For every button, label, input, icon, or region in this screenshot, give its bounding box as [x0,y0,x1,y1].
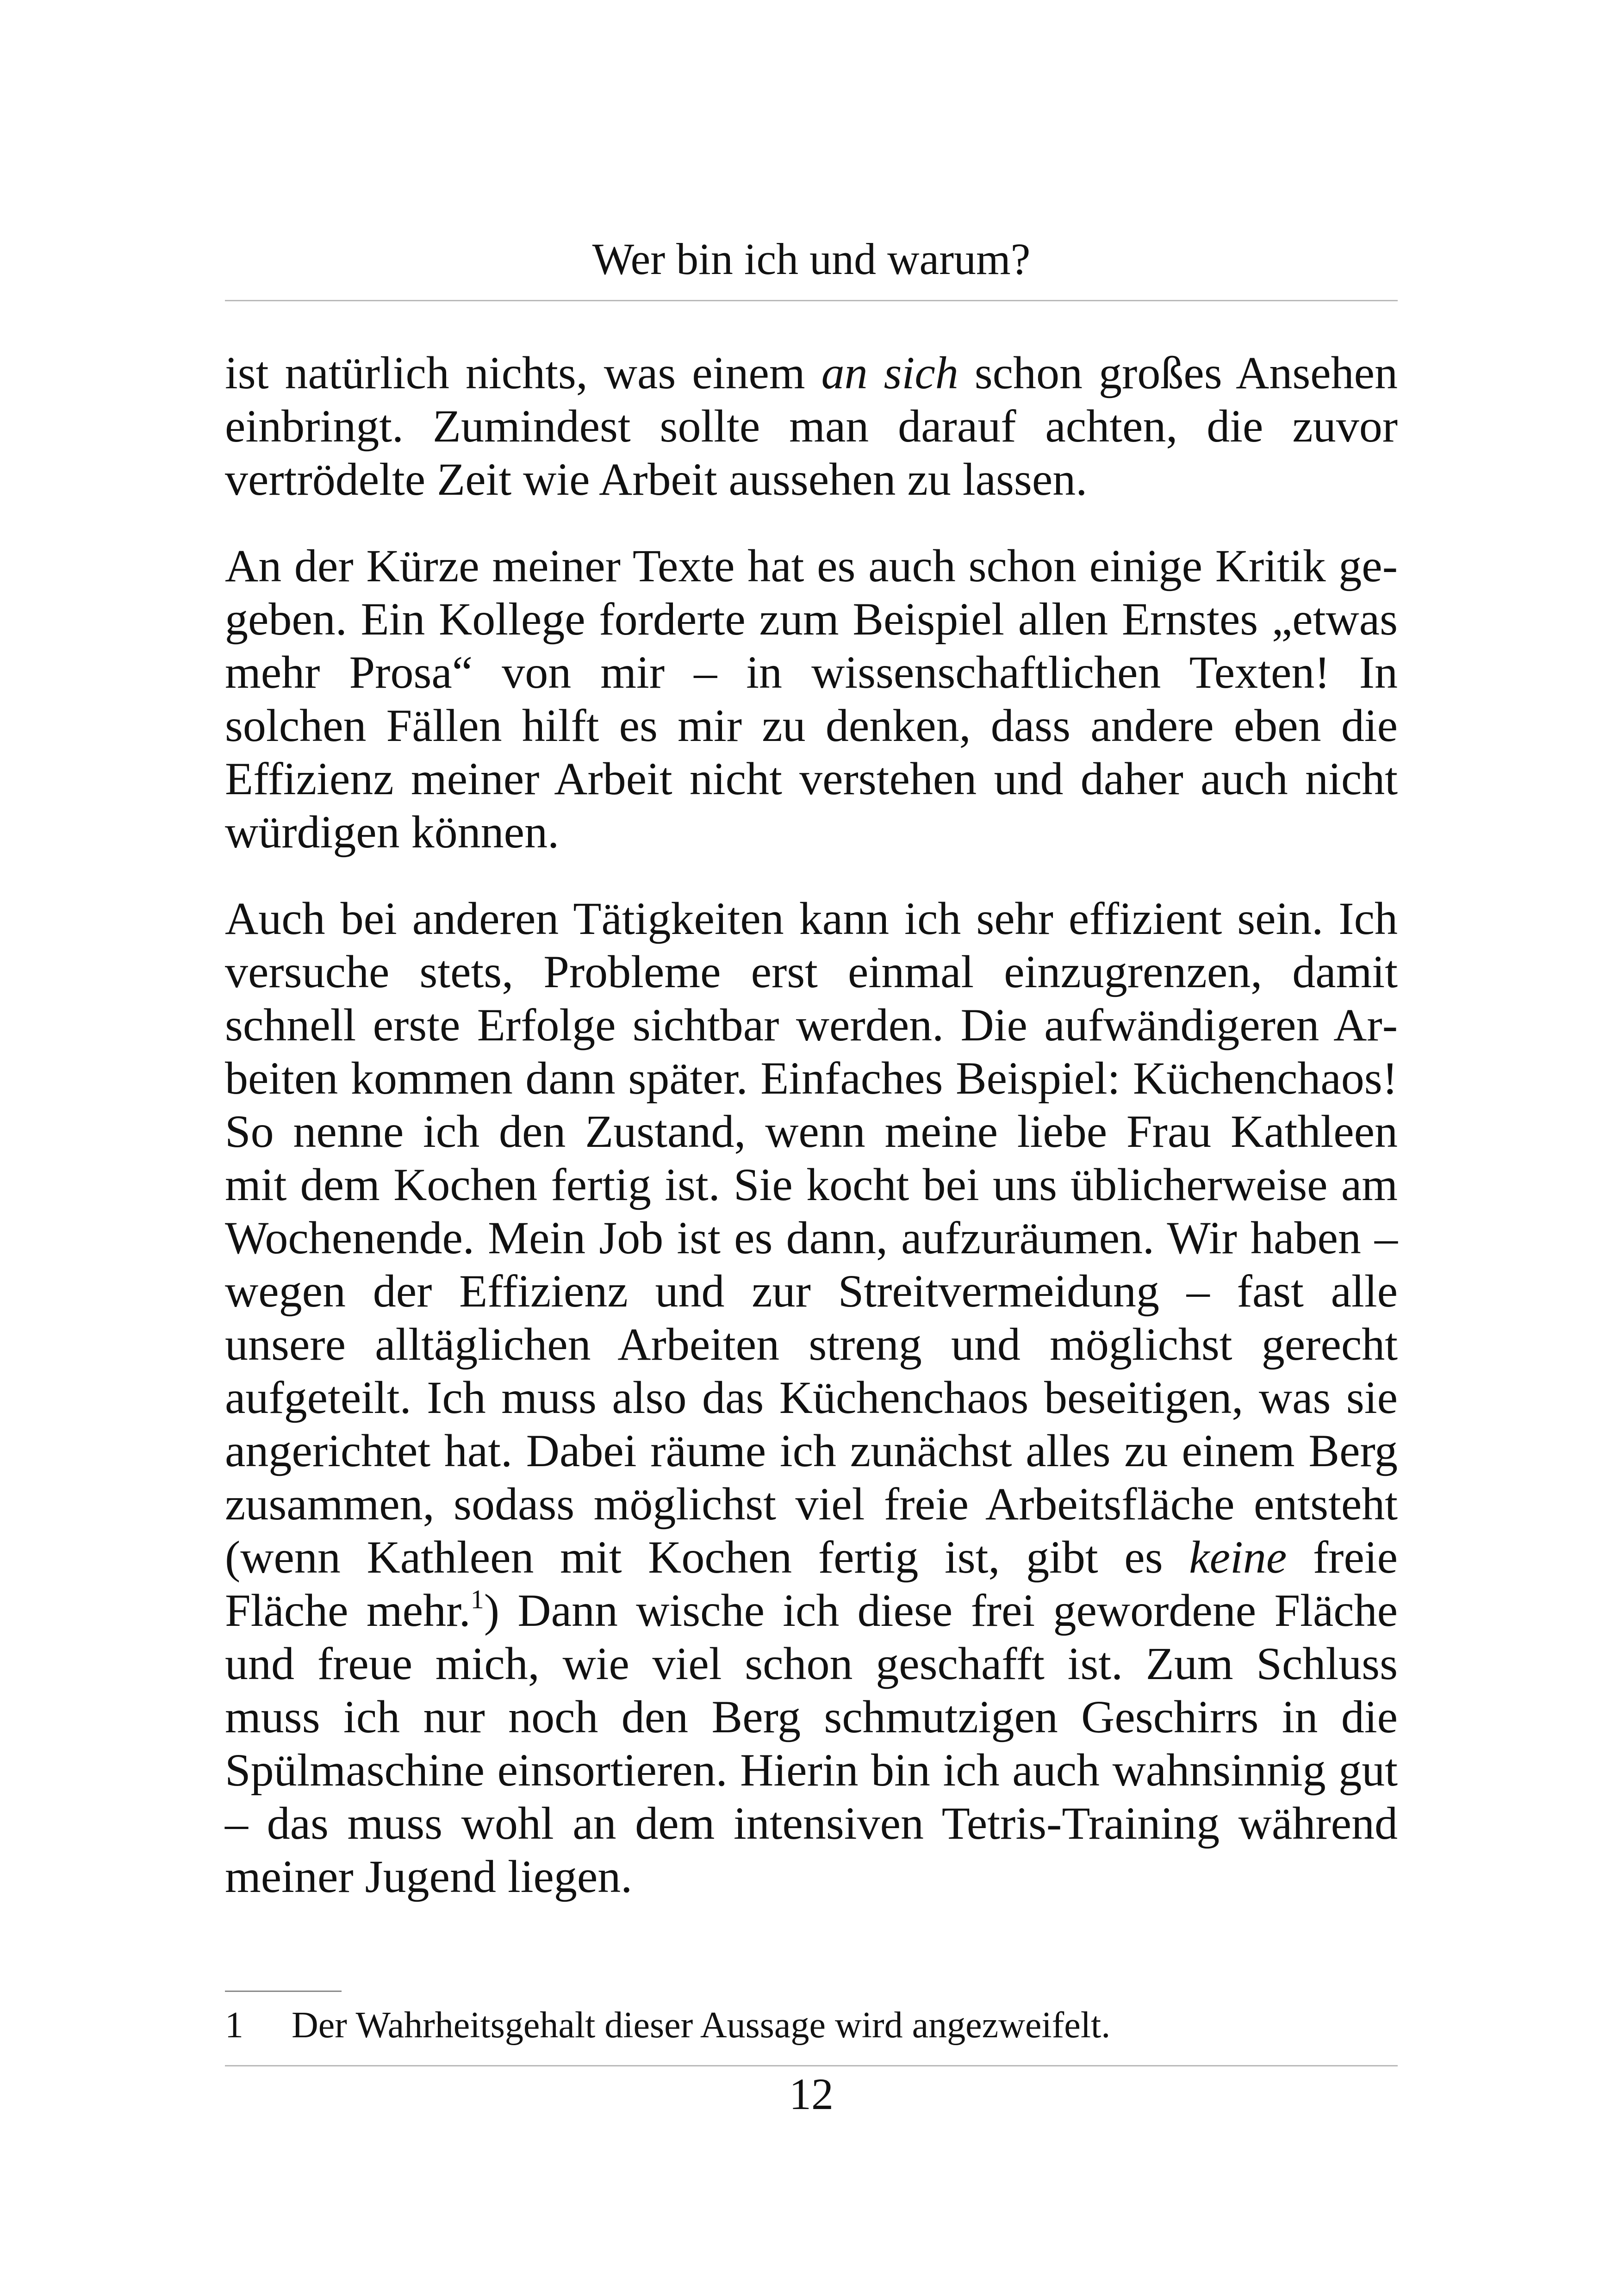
paragraph-3-text-c: ) Dann wische ich diese frei gewordene Fläche und freue mich, wie viel schon geschafft ist. Zum Schluss muss ich nur noch den Berg schmutzigen Geschirrs in die Spülmaschine einsortieren. Hierin bin ich auch wahnsinnig gut – das muss wohl an dem intensiven Tetris-Training während meiner Jugend liegen. [225,1585,1398,1902]
paragraph-1 [225,346,1398,506]
paragraph-2-text: An der Kürze meiner Texte hat es auch schon einige Kritik gegeben. Ein Kollege forderte zum Beispiel allen Ernstes „etwas mehr Prosa“ von mir – in wissenschaftlichen Texten! In solchen Fällen hilft es mir zu denken, dass andere eben die Effizienz meiner Arbeit nicht verstehen und daher auch nicht würdigen können. [225,540,1398,858]
emphasis-keine: keine [1189,1531,1287,1583]
page-number: 12 [789,2069,834,2119]
footnote-number: 1 [225,2005,243,2046]
footnote-item [225,2002,1398,2048]
footnote-reference[interactable]: 1 [470,1584,484,1614]
footer-rule [225,2065,1398,2066]
paragraph-3-text-a: Auch bei anderen Tätigkeiten kann ich sehr effizient sein. Ich versuche stets, Probleme erst einmal einzugrenzen, damit schnell erste Erfolge sichtbar werden. Die aufwändigeren Arbeiten kommen dann später. Einfaches Beispiel: Küchenchaos! So nenne ich den Zustand, wenn meine liebe Frau Kathleen mit dem Kochen fertig ist. Sie kocht bei uns üblicherweise am Wochenende. Mein Job ist es dann, aufzuräumen. Wir haben – wegen der Effizienz und zur Streitvermeidung – fast alle unsere alltäglichen Arbeiten streng und möglichst gerecht aufgeteilt. Ich muss also das Küchenchaos beseitigen, was sie angerichtet hat. Dabei räume ich zunächst alles zu einem Berg zusammen, sodass möglichst viel freie Arbeitsfläche entsteht (wenn Kathleen mit Kochen fertig ist, gibt es [225,893,1398,1583]
paragraph-2 [225,539,1398,859]
emphasis-an-sich: an sich [821,347,958,398]
footnote-separator [225,1991,342,1992]
paragraph-3-text-b: freie Fläche mehr. [225,1531,1398,1636]
paragraph-3 [225,892,1398,1903]
footnote-text: Der Wahrheitsgehalt dieser Aussage wird angezweifelt. [292,2005,1111,2046]
header-rule [225,300,1398,301]
body-text [225,346,1398,1903]
running-head-title: Wer bin ich und warum? [592,234,1031,284]
paragraph-1-text-b: schon großes Ansehen einbringt. Zumindest sollte man darauf achten, die zuvor vertrödelte Zeit wie Arbeit aussehen zu lassen. [225,347,1398,505]
paragraph-1-text-a: ist natürlich nichts, was einem [225,347,821,398]
